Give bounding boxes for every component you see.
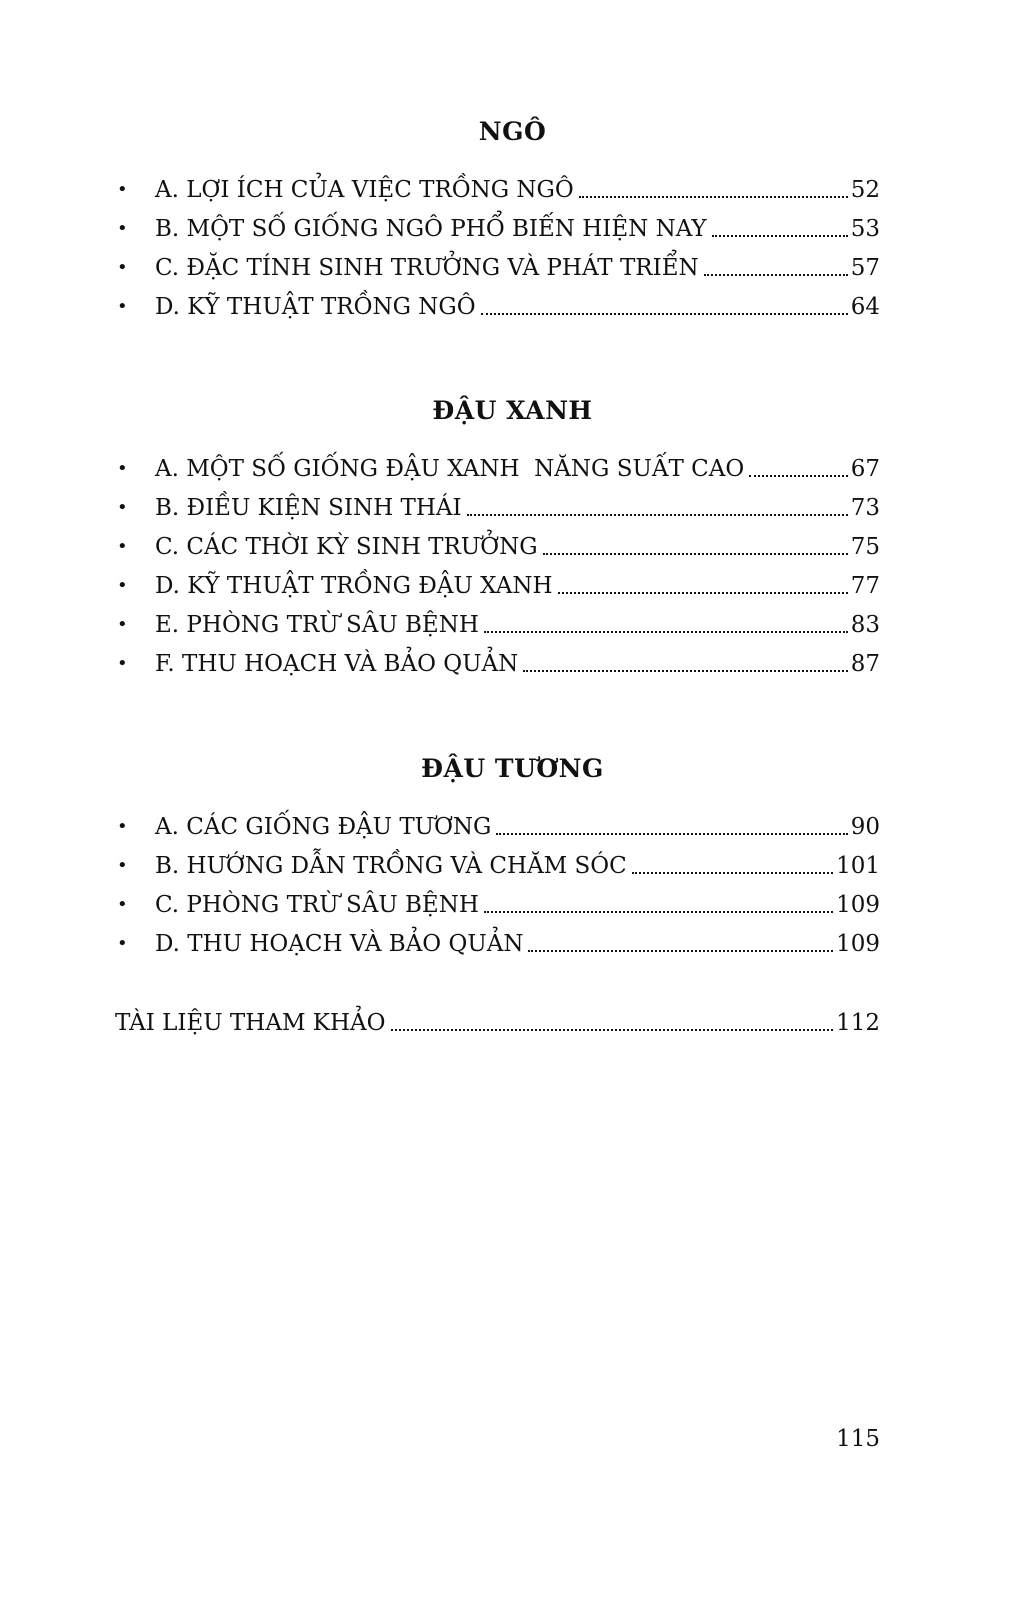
dot-leader	[749, 475, 848, 477]
toc-entry-page: 73	[850, 495, 880, 521]
toc-entry[interactable]	[115, 532, 880, 562]
toc-entry-page: 87	[850, 651, 880, 677]
toc-entry[interactable]	[115, 649, 880, 679]
toc-entry-label: D. KỸ THUẬT TRỒNG NGÔ	[155, 294, 476, 320]
toc-entry-page: 52	[850, 177, 880, 203]
toc-entry-page: 90	[850, 814, 880, 840]
toc-entry-label: F. THU HOẠCH VÀ BẢO QUẢN	[155, 651, 519, 677]
toc-entry-page: 109	[836, 892, 880, 918]
bullet-icon: •	[117, 894, 128, 915]
bullet-icon: •	[117, 218, 128, 239]
toc-entry[interactable]	[115, 571, 880, 601]
bullet-icon: •	[117, 536, 128, 557]
toc-entry[interactable]	[115, 493, 880, 523]
toc-entry[interactable]	[115, 851, 880, 881]
dot-leader	[467, 514, 848, 516]
toc-entry[interactable]	[115, 175, 880, 205]
toc-entry-references[interactable]	[115, 1008, 880, 1038]
toc-entry[interactable]	[115, 292, 880, 322]
bullet-icon: •	[117, 575, 128, 596]
toc-entry-label: C. PHÒNG TRỪ SÂU BỆNH	[155, 892, 479, 918]
toc-entry[interactable]	[115, 929, 880, 959]
section-title-dau-xanh: ĐẬU XANH	[432, 396, 593, 425]
toc-entry-label: D. KỸ THUẬT TRỒNG ĐẬU XANH	[155, 573, 553, 599]
toc-entry-page: 67	[850, 456, 880, 482]
toc-entry-page: 109	[836, 931, 880, 957]
toc-entry-page: 57	[850, 255, 880, 281]
toc-entry-page: 64	[850, 294, 880, 320]
dot-leader	[543, 553, 848, 555]
toc-entry-page: 75	[850, 534, 880, 560]
dot-leader	[704, 274, 848, 276]
bullet-icon: •	[117, 653, 128, 674]
dot-leader	[523, 670, 848, 672]
toc-entry-page: 53	[850, 216, 880, 242]
toc-entry-label: TÀI LIỆU THAM KHẢO	[115, 1010, 386, 1036]
toc-entry-label: C. CÁC THỜI KỲ SINH TRƯỞNG	[155, 534, 538, 560]
dot-leader	[391, 1029, 834, 1031]
toc-entry-label: A. LỢI ÍCH CỦA VIỆC TRỒNG NGÔ	[155, 177, 574, 203]
dot-leader	[558, 592, 848, 594]
toc-entry-label: B. ĐIỀU KIỆN SINH THÁI	[155, 495, 462, 521]
toc-entry[interactable]	[115, 454, 880, 484]
dot-leader	[484, 911, 833, 913]
bullet-icon: •	[117, 458, 128, 479]
bullet-icon: •	[117, 933, 128, 954]
dot-leader	[712, 235, 848, 237]
section-title-dau-tuong: ĐẬU TƯƠNG	[421, 754, 604, 783]
toc-entry-label: B. HƯỚNG DẪN TRỒNG VÀ CHĂM SÓC	[155, 853, 627, 879]
bullet-icon: •	[117, 296, 128, 317]
toc-entry-page: 101	[836, 853, 880, 879]
toc-entry[interactable]	[115, 812, 880, 842]
dot-leader	[528, 950, 833, 952]
page-number: 115	[836, 1426, 880, 1452]
bullet-icon: •	[117, 614, 128, 635]
bullet-icon: •	[117, 816, 128, 837]
toc-entry-label: D. THU HOẠCH VÀ BẢO QUẢN	[155, 931, 524, 957]
toc-entry-label: C. ĐẶC TÍNH SINH TRƯỞNG VÀ PHÁT TRIỂN	[155, 255, 699, 281]
toc-entry[interactable]	[115, 610, 880, 640]
toc-entry-label: A. MỘT SỐ GIỐNG ĐẬU XANH NĂNG SUẤT CAO	[155, 456, 745, 482]
toc-entry-label: E. PHÒNG TRỪ SÂU BỆNH	[155, 612, 479, 638]
toc-entry-label: B. MỘT SỐ GIỐNG NGÔ PHỔ BIẾN HIỆN NAY	[155, 216, 707, 242]
dot-leader	[579, 196, 848, 198]
dot-leader	[496, 833, 847, 835]
section-title-ngo: NGÔ	[478, 117, 547, 146]
bullet-icon: •	[117, 179, 128, 200]
toc-entry-page: 83	[850, 612, 880, 638]
bullet-icon: •	[117, 257, 128, 278]
toc-entry[interactable]	[115, 890, 880, 920]
toc-entry-page: 112	[836, 1010, 880, 1036]
toc-entry[interactable]	[115, 253, 880, 283]
bullet-icon: •	[117, 855, 128, 876]
toc-entry[interactable]	[115, 214, 880, 244]
toc-entry-page: 77	[850, 573, 880, 599]
bullet-icon: •	[117, 497, 128, 518]
dot-leader	[484, 631, 848, 633]
dot-leader	[481, 313, 848, 315]
toc-entry-label: A. CÁC GIỐNG ĐẬU TƯƠNG	[155, 814, 492, 840]
dot-leader	[632, 872, 833, 874]
